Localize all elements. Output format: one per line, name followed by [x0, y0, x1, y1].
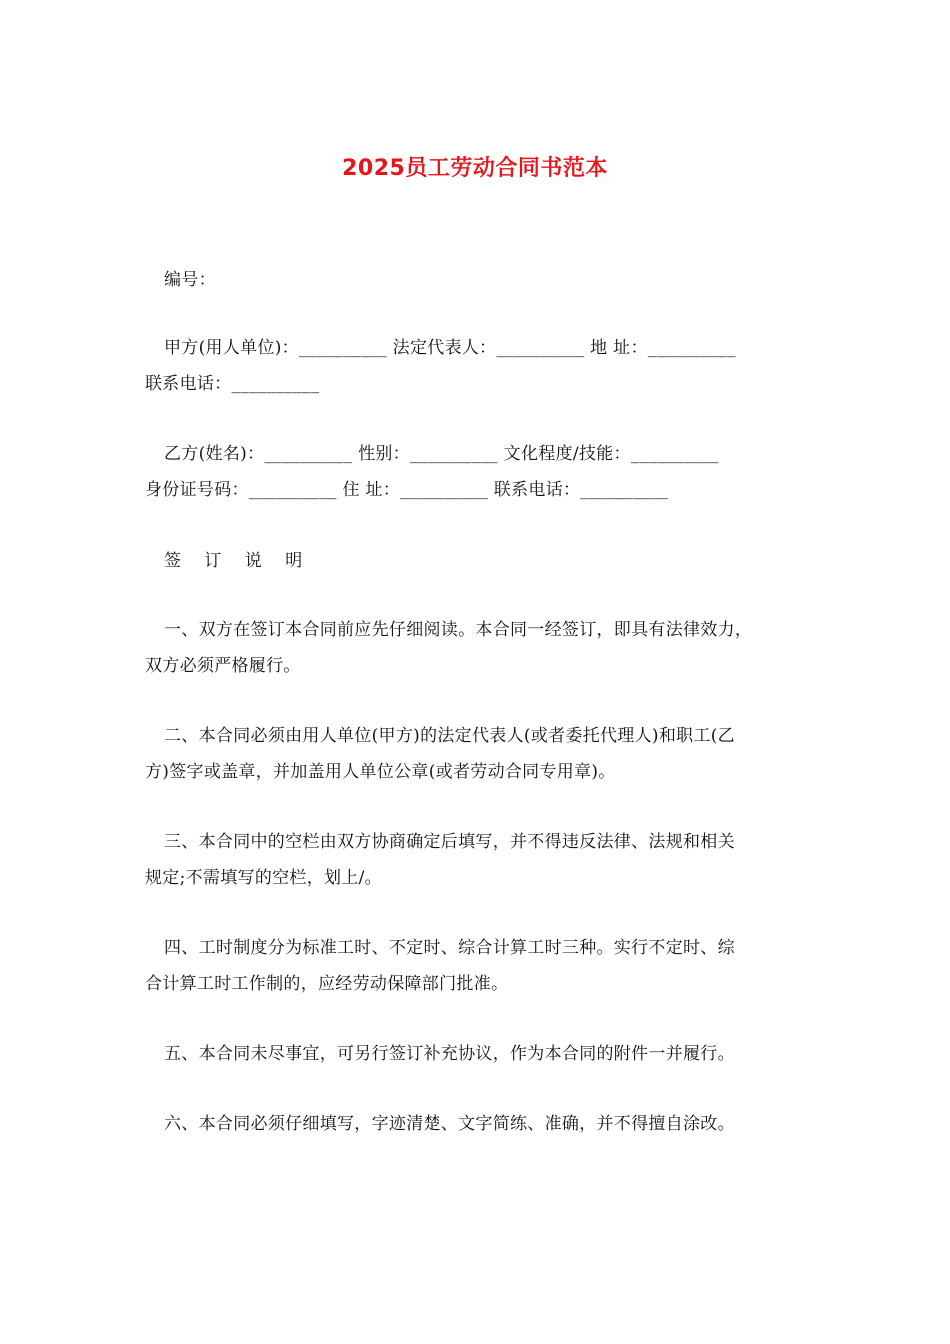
clause-1: [145, 612, 810, 684]
clause-3-line-1: 三、本合同中的空栏由双方协商确定后填写，并不得违反法律、法规和相关: [164, 832, 735, 852]
clause-2: [145, 718, 810, 790]
clause-2-line-2: 方)签字或盖章，并加盖用人单位公章(或者劳动合同专用章)。: [145, 762, 616, 782]
party-b-line-2: 身份证号码：__________ 住 址：__________ 联系电话：__________: [145, 480, 669, 500]
section-heading-text: 签 订 说 明: [164, 551, 312, 571]
clause-3-line-2: 规定;不需填写的空栏，划上/。: [145, 868, 382, 888]
document-title: 2025员工劳动合同书范本: [342, 156, 608, 181]
party-b-info: [145, 436, 810, 508]
clause-1-line-1: 一、双方在签订本合同前应先仔细阅读。本合同一经签订，即具有法律效力，: [164, 620, 753, 640]
clause-3: [145, 824, 810, 896]
contract-number: [145, 262, 810, 298]
party-a-line-1: 甲方(用人单位)：__________ 法定代表人：__________ 地 址：__________: [164, 338, 736, 358]
clause-4: [145, 930, 810, 1002]
clause-5-line-1: 五、本合同未尽事宜，可另行签订补充协议，作为本合同的附件一并履行。: [164, 1044, 735, 1064]
clause-5: [145, 1036, 810, 1072]
clause-2-line-1: 二、本合同必须由用人单位(甲方)的法定代表人(或者委托代理人)和职工(乙: [164, 726, 735, 746]
section-heading: [145, 543, 810, 579]
contract-number-label: 编号：: [164, 270, 216, 290]
clause-1-line-2: 双方必须严格履行。: [145, 656, 301, 676]
party-b-line-1: 乙方(姓名)：__________ 性别：__________ 文化程度/技能：__________: [164, 444, 719, 464]
clause-4-line-2: 合计算工时工作制的，应经劳动保障部门批准。: [145, 974, 509, 994]
party-a-line-2: 联系电话：__________: [145, 374, 320, 394]
clause-4-line-1: 四、工时制度分为标准工时、不定时、综合计算工时三种。实行不定时、综: [164, 938, 735, 958]
party-a-info: [145, 330, 810, 402]
clause-6-line-1: 六、本合同必须仔细填写，字迹清楚、文字简练、准确，并不得擅自涂改。: [164, 1114, 735, 1134]
clause-6: [145, 1106, 810, 1142]
